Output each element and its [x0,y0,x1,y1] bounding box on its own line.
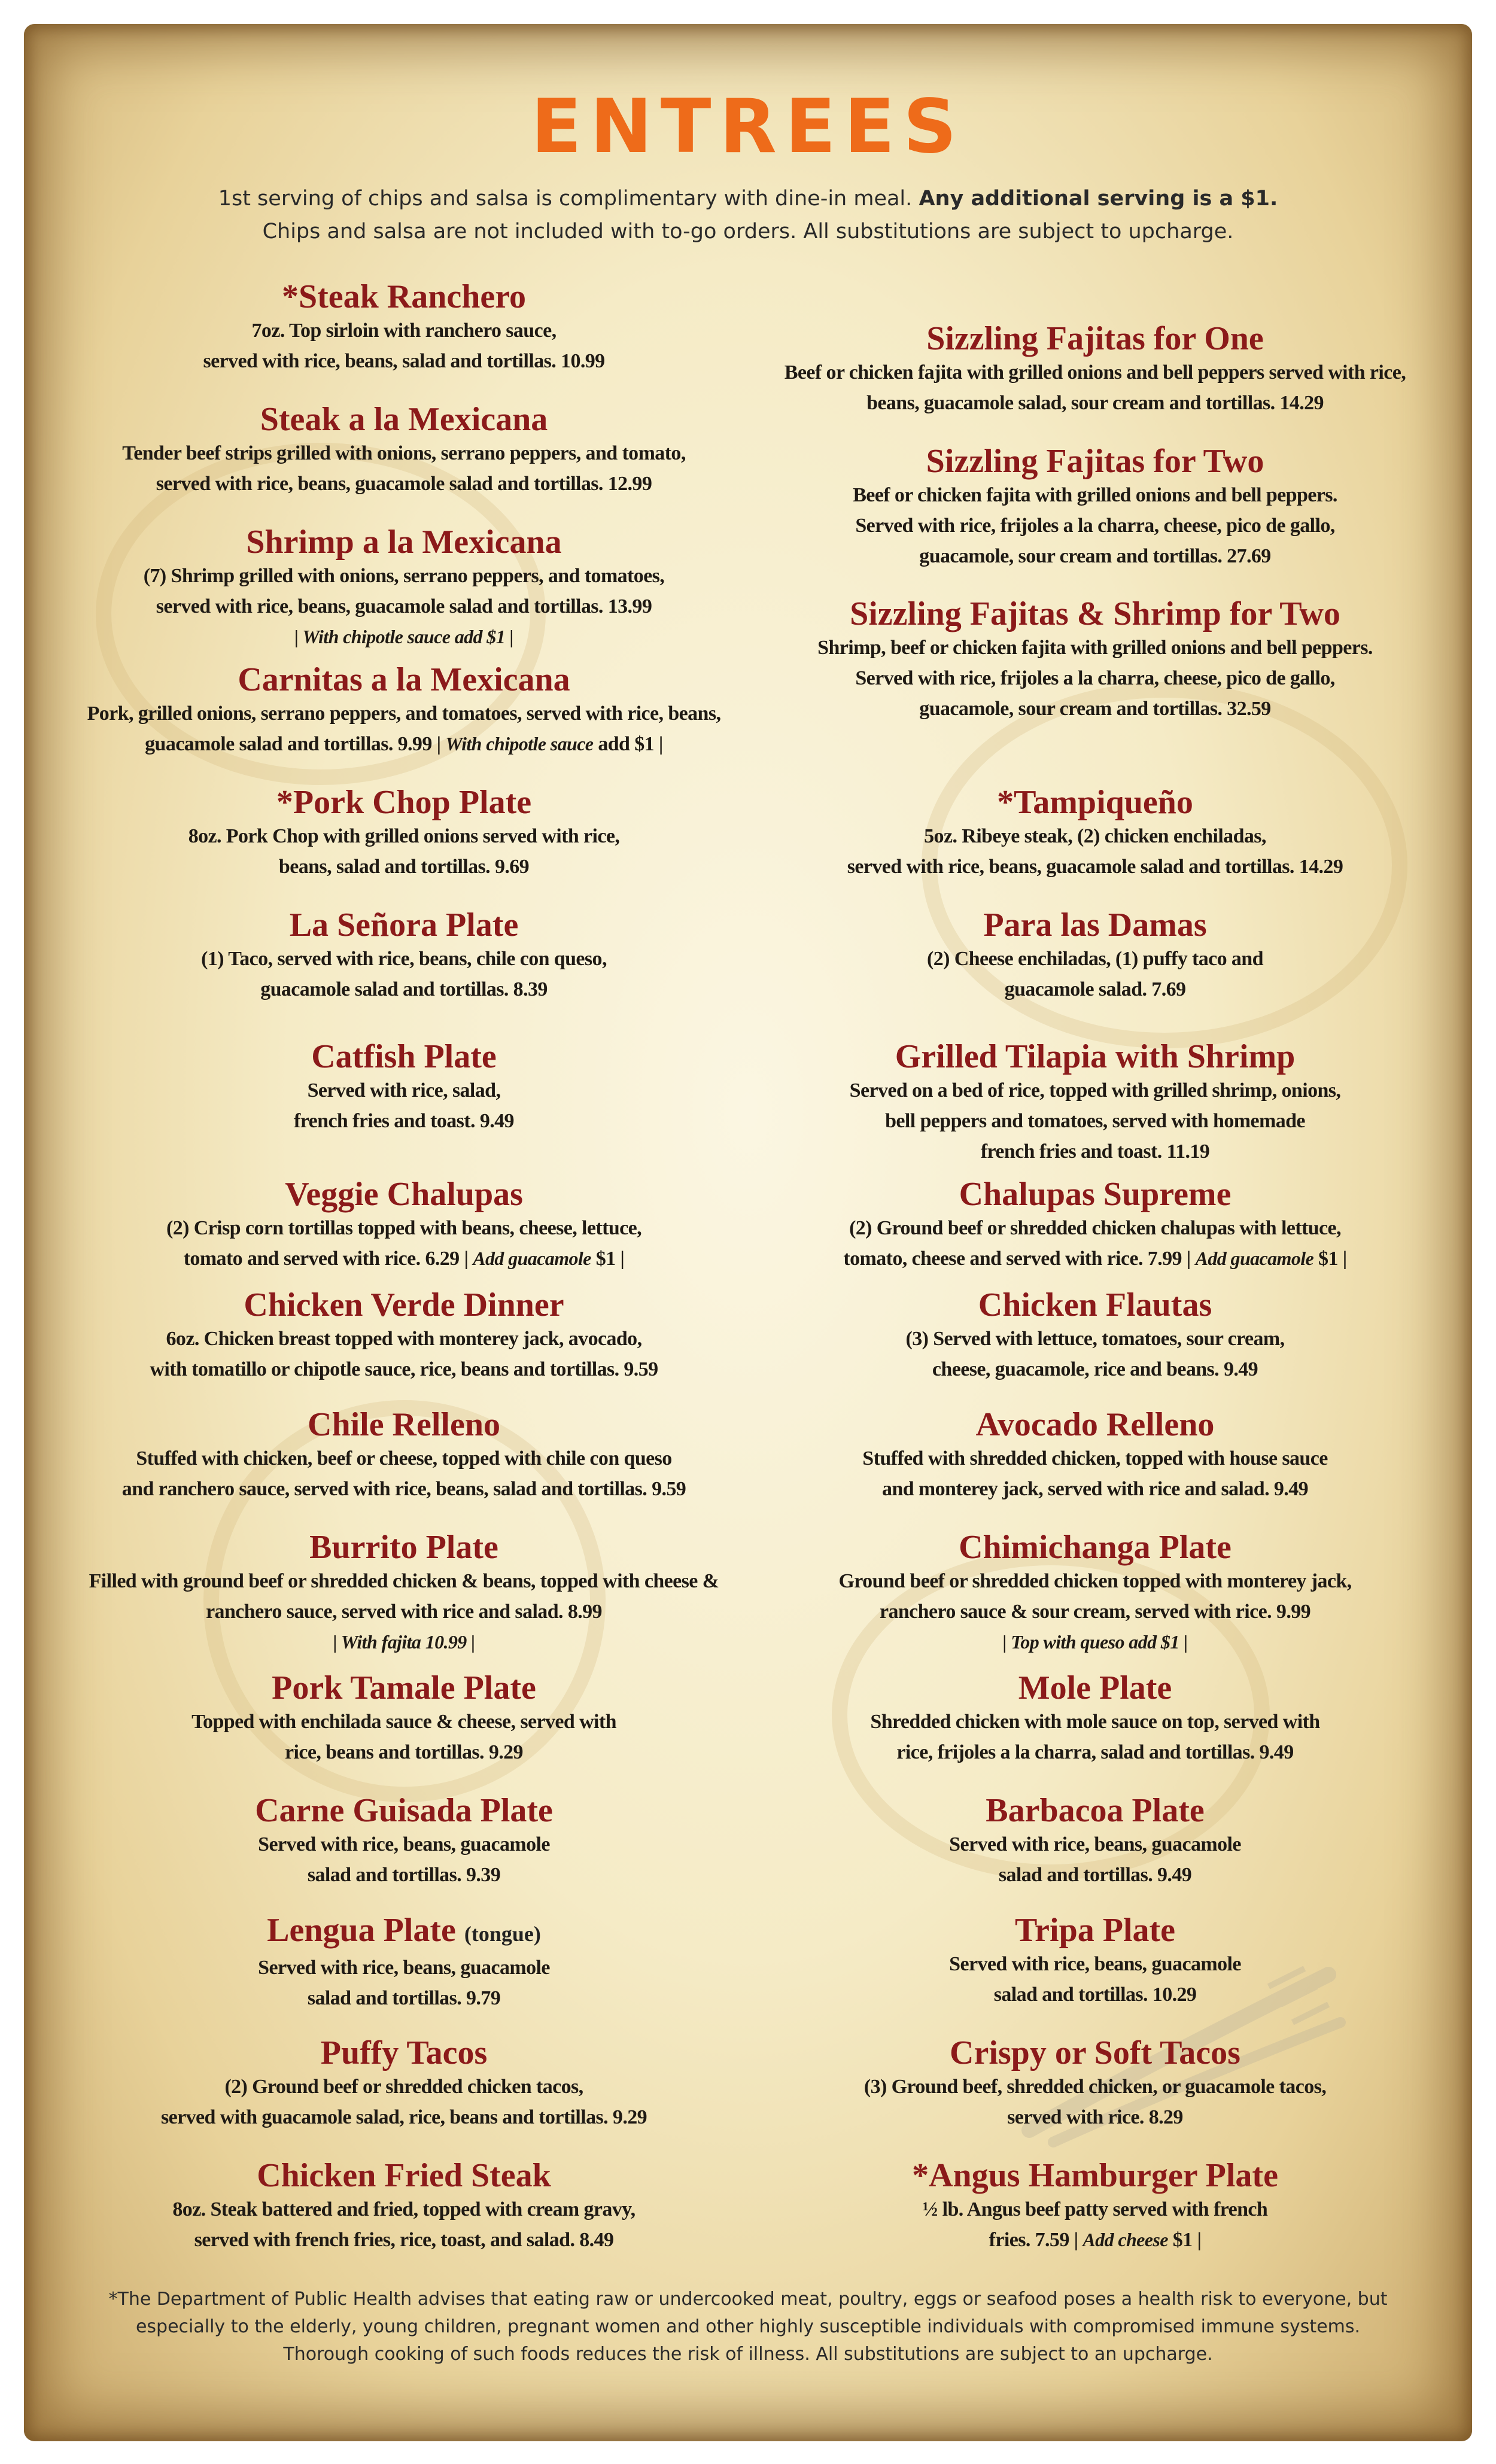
disclaimer-line: *The Department of Public Health advises that eating raw or undercooked meat, poultry, eggs or seafood poses a health risk to everyone, but [108,2289,1388,2310]
item-desc: served with guacamole salad, rice, beans and tortillas. 9.29 [160,2106,647,2128]
item-name: Sizzling Fajitas for Two [926,443,1264,480]
menu-item [60,2034,748,2133]
item-desc: Stuffed with shredded chicken, topped with house sauce [862,1447,1328,1470]
item-name: Para las Damas [983,906,1207,944]
menu-item [60,784,748,882]
item-name: Chicken Fried Steak [257,2157,551,2194]
item-name: Mole Plate [1018,1669,1172,1706]
menu-item [754,595,1436,724]
item-name: Chimichanga Plate [959,1529,1232,1566]
menu-item [754,1529,1436,1657]
item-desc: 8oz. Pork Chop with grilled onions served with rice, [188,825,620,847]
menu-item [754,784,1436,882]
menu-item [754,906,1436,1005]
item-note [60,1627,748,1657]
item-name: Chicken Verde Dinner [244,1286,564,1324]
item-desc: ½ lb. Angus beef patty served with french [922,2198,1268,2220]
menu-item [60,278,748,376]
item-desc: Shrimp, beef or chicken fajita with grilled onions and bell peppers. [817,637,1373,659]
item-desc: salad and tortillas. 9.79 [307,1987,501,2009]
item-desc: bell peppers and tomatoes, served with homemade [885,1110,1305,1132]
item-name: La Señora Plate [289,906,519,944]
health-disclaimer [84,2286,1412,2368]
item-desc: french fries and toast. 11.19 [980,1140,1210,1163]
item-note-end: $1 | [1318,1248,1347,1270]
item-desc: Served with rice, beans, guacamole [949,1833,1241,1855]
item-desc: Shredded chicken with mole sauce on top, served with [870,1711,1320,1733]
item-desc [60,729,748,759]
item-note-text: Add guacamole [1195,1248,1314,1269]
item-desc: 6oz. Chicken breast topped with monterey jack, avocado, [166,1328,642,1350]
item-name: Shrimp a la Mexicana [246,524,562,561]
item-desc: guacamole salad and tortillas. 8.39 [260,978,548,1000]
menu-item [60,661,748,759]
item-name: Carnitas a la Mexicana [238,661,570,698]
menu-item [754,320,1436,418]
disclaimer-line: especially to the elderly, young children, pregnant women and other highly susceptible individuals with compromised immune systems. [135,2316,1361,2337]
item-note-end: add $1 | [598,733,663,755]
item-desc: Served with rice, frijoles a la charra, cheese, pico de gallo, [855,515,1335,537]
item-name: Barbacoa Plate [986,1792,1205,1829]
item-name: Steak a la Mexicana [260,401,548,438]
item-desc: (3) Ground beef, shredded chicken, or guacamole tacos, [863,2076,1327,2098]
menu-item [60,2157,748,2255]
item-desc: 7oz. Top sirloin with ranchero sauce, [251,320,557,342]
item-desc-text: fries. 7.59 | [989,2229,1078,2251]
menu-item [754,1669,1436,1768]
item-note-text: With chipotle sauce [445,733,594,755]
item-desc: Served with rice, beans, guacamole [258,1957,550,1979]
item-name: Catfish Plate [311,1038,497,1075]
item-desc: guacamole salad. 7.69 [1004,978,1186,1000]
item-desc: and ranchero sauce, served with rice, beans, salad and tortillas. 9.59 [121,1478,686,1500]
item-desc: rice, beans and tortillas. 9.29 [285,1741,523,1763]
item-note-text: Add cheese [1083,2229,1168,2250]
item-desc: salad and tortillas. 10.29 [993,1984,1197,2006]
item-desc: (3) Served with lettuce, tomatoes, sour cream, [905,1328,1285,1350]
item-desc: french fries and toast. 9.49 [294,1110,514,1132]
item-note-text: | With chipotle sauce add $1 | [294,626,513,647]
menu-item [754,443,1436,571]
item-desc: and monterey jack, served with rice and salad. 9.49 [881,1478,1309,1500]
item-name: Pork Tamale Plate [272,1669,536,1706]
item-desc: Filled with ground beef or shredded chicken & beans, topped with cheese & [89,1570,719,1592]
item-name: Veggie Chalupas [285,1176,523,1213]
item-name: Crispy or Soft Tacos [950,2034,1240,2071]
item-name: Sizzling Fajitas for One [926,320,1264,357]
intro-line-1-bold: Any additional serving is a $1. [919,187,1278,211]
item-name: Tripa Plate [1014,1912,1176,1949]
item-name: Chile Relleno [308,1406,500,1443]
menu-item [754,1038,1436,1167]
item-desc: cheese, guacamole, rice and beans. 9.49 [932,1358,1258,1380]
menu-item [754,1792,1436,1890]
item-desc [60,1243,748,1274]
item-name: Grilled Tilapia with Shrimp [895,1038,1296,1075]
intro-note [180,182,1316,248]
item-note [60,622,748,652]
item-desc: (1) Taco, served with rice, beans, chile con queso, [201,948,607,970]
item-desc: Pork, grilled onions, serrano peppers, and tomatoes, served with rice, beans, [87,702,721,725]
item-desc: salad and tortillas. 9.49 [998,1864,1192,1886]
item-desc: Beef or chicken fajita with grilled onions and bell peppers. [853,484,1337,506]
intro-line-2: Chips and salsa are not included with to-go orders. All substitutions are subject to upcharge. [262,220,1234,244]
item-name: *Angus Hamburger Plate [912,2157,1278,2194]
item-desc: served with french fries, rice, toast, and salad. 8.49 [194,2229,614,2251]
item-desc: Beef or chicken fajita with grilled onions and bell peppers served with rice, [784,361,1406,384]
item-desc-text: tomato, cheese and served with rice. 7.99 | [843,1248,1191,1270]
item-desc: guacamole, sour cream and tortillas. 27.69 [919,545,1271,567]
item-desc: served with rice, beans, salad and tortillas. 10.99 [203,350,605,372]
menu-item [60,1038,748,1136]
item-desc: (2) Crisp corn tortillas topped with beans, cheese, lettuce, [166,1217,642,1239]
item-desc: salad and tortillas. 9.39 [307,1864,501,1886]
item-desc: ranchero sauce & sour cream, served with rice. 9.99 [879,1601,1311,1623]
menu-item [754,1286,1436,1385]
item-desc: served with rice. 8.29 [1007,2106,1183,2128]
page-title: ENTREES [531,84,965,170]
item-desc: with tomatillo or chipotle sauce, rice, beans and tortillas. 9.59 [150,1358,658,1380]
menu-item [60,1406,748,1504]
item-name: *Pork Chop Plate [276,784,532,821]
menu-item [60,1176,748,1274]
item-desc [754,2225,1436,2255]
menu-item [60,1912,748,2013]
item-desc: beans, guacamole salad, sour cream and tortillas. 14.29 [866,392,1324,414]
item-note-text: | With fajita 10.99 | [333,1631,475,1653]
menu-item [60,1669,748,1768]
item-name: Burrito Plate [309,1529,498,1566]
item-desc: beans, salad and tortillas. 9.69 [278,856,530,878]
item-desc: Tender beef strips grilled with onions, serrano peppers, and tomato, [122,442,686,464]
item-desc: guacamole, sour cream and tortillas. 32.59 [919,698,1271,720]
item-note-text: Add guacamole [473,1248,591,1269]
item-desc: Served with rice, beans, guacamole [949,1953,1241,1975]
menu-item [754,2157,1436,2255]
item-name: Puffy Tacos [320,2034,488,2071]
item-name: Chalupas Supreme [959,1176,1232,1213]
menu-item [60,401,748,499]
item-name [60,1912,748,1952]
menu-item [754,1912,1436,2010]
disclaimer-line: Thorough cooking of such foods reduces the risk of illness. All substitutions are subject to an upcharge. [283,2344,1213,2365]
item-desc: served with rice, beans, guacamole salad and tortillas. 12.99 [156,473,652,495]
item-desc: served with rice, beans, guacamole salad and tortillas. 13.99 [156,595,652,617]
menu-item [60,1286,748,1385]
item-note-text: | Top with queso add $1 | [1002,1631,1188,1653]
item-desc-text: guacamole salad and tortillas. 9.99 | [145,733,441,755]
menu-item [754,1406,1436,1504]
item-note-end: $1 | [1172,2229,1202,2251]
item-desc: Served with rice, salad, [307,1079,501,1102]
item-desc: Ground beef or shredded chicken topped with monterey jack, [838,1570,1352,1592]
item-name-sub: (tongue) [464,1922,541,1946]
item-name: *Tampiqueño [997,784,1193,821]
menu-item [754,2034,1436,2133]
item-desc: 5oz. Ribeye steak, (2) chicken enchiladas, [924,825,1266,847]
item-desc: rice, frijoles a la charra, salad and tortillas. 9.49 [896,1741,1294,1763]
item-name: Carne Guisada Plate [255,1792,553,1829]
item-desc: (7) Shrimp grilled with onions, serrano peppers, and tomatoes, [143,565,665,587]
menu-item [60,524,748,652]
item-desc [754,1243,1436,1274]
item-name: Sizzling Fajitas & Shrimp for Two [850,595,1340,632]
item-desc: Served with rice, beans, guacamole [258,1833,550,1855]
item-desc-text: tomato and served with rice. 6.29 | [183,1248,469,1270]
item-note-end: $1 | [595,1248,625,1270]
menu-item [754,1176,1436,1274]
item-desc: Topped with enchilada sauce & cheese, served with [191,1711,616,1733]
item-note [754,1627,1436,1657]
item-desc: served with rice, beans, guacamole salad and tortillas. 14.29 [847,856,1343,878]
menu-item [60,1792,748,1890]
intro-line-1: 1st serving of chips and salsa is complimentary with dine-in meal. [218,187,913,211]
item-desc: Stuffed with chicken, beef or cheese, topped with chile con queso [136,1447,672,1470]
item-name: Avocado Relleno [975,1406,1215,1443]
item-desc: (2) Ground beef or shredded chicken tacos, [224,2076,583,2098]
item-name: Chicken Flautas [978,1286,1212,1324]
item-desc: 8oz. Steak battered and fried, topped with cream gravy, [172,2198,636,2220]
menu-item [60,906,748,1005]
item-desc: (2) Ground beef or shredded chicken chalupas with lettuce, [849,1217,1341,1239]
item-desc: Served on a bed of rice, topped with grilled shrimp, onions, [849,1079,1341,1102]
item-desc: ranchero sauce, served with rice and salad. 8.99 [206,1601,602,1623]
menu-item [60,1529,748,1657]
item-desc: Served with rice, frijoles a la charra, cheese, pico de gallo, [855,667,1335,689]
item-name-text: Lengua Plate [267,1912,456,1949]
item-name: *Steak Ranchero [281,278,527,315]
item-desc: (2) Cheese enchiladas, (1) puffy taco and [927,948,1263,970]
